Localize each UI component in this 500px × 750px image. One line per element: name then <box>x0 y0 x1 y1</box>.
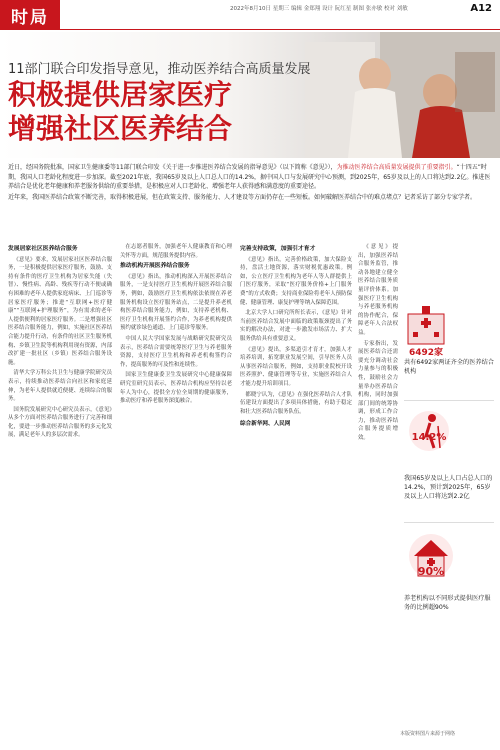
lead-text-1: 近日，经国务院批准，国家卫生健康委等11部门联合印发《关于进一步推进医养结合发展的指导意见》（以下简称《意见》）， <box>8 164 337 171</box>
divider <box>404 400 494 401</box>
page-number: A12 <box>470 3 492 14</box>
page-header <box>0 0 500 30</box>
figure-14-2: 14.2% <box>411 432 447 443</box>
article-column-1 <box>8 243 112 442</box>
paragraph: 中国人民大学国家发展与战略研究院研究员表示，医养结合需要统筹医疗卫生与养老服务资源，支持医疗卫生机构和养老机构签约合作，提高服务的可及性和连续性。 <box>120 335 232 368</box>
paragraph: 国务院发展研究中心研究员表示，《意见》从多个方面对医养结合服务进行了完善和细化，要进一步推动医养结合服务的多元化发展，满足老年人的多层次需求。 <box>8 406 112 439</box>
infographic-hospitals <box>404 304 494 376</box>
headline <box>8 78 232 146</box>
lead-text-3: 近年来，我国医养结合政策不断完善，取得积极进展，但在政策支持、服务能力、人才建设等方面仍存在一些短板。如何破解医养结合中的难点堵点？记者采访了部分专家学者。 <box>8 193 477 201</box>
figure-90: 90% <box>417 565 445 578</box>
paragraph: 《意见》要求，发展居家社区医养结合服务，一是积极提供居家医疗服务，鼓励、支持有条件的医疗卫生机构为居家失能（失智）、慢性病、高龄、残疾等行动不便或确有困难的老年人提供家庭病床、上门巡诊等居家医疗服务；推进“互联网+医疗健康”“互联网+护理服务”，为有需求的老年人提供便利的居家医疗服务。二是增强社区医养结合服务能力，例如，实施社区医养结合能力提升行动，有条件的社区卫生服务机构、乡镇卫生院等机构利用现有资源，内部改扩建一批社区（乡镇）医养结合服务设施。 <box>8 256 112 366</box>
subheading-1: 发展居家社区医养结合服务 <box>8 246 78 252</box>
header-rule <box>0 29 500 30</box>
infographic-elderly <box>404 408 494 501</box>
article-column-3 <box>240 243 352 431</box>
subheading-3: 完善支持政策，加强引才育才 <box>240 246 316 252</box>
article-column-2 <box>120 243 232 408</box>
image-credit: 本版资料图片来源于网络 <box>400 731 456 737</box>
lead-paragraph <box>8 163 492 202</box>
headline-kicker: 11部门联合印发指导意见，推动医养结合高质量发展 <box>8 62 311 77</box>
headline-line-2: 增强社区医养结合 <box>8 112 233 145</box>
issue-meta: 2022年8月10日 星期三 编辑 金郑翔 设计 阮红星 制图 张亦敏 校对 刘敏 <box>230 6 408 12</box>
divider <box>404 522 494 523</box>
house-icon <box>404 528 458 582</box>
source-signature: 综合新华网、人民网 <box>240 421 291 428</box>
article-column-4 <box>358 243 398 445</box>
subheading-2: 推动机构开展医养结合服务 <box>120 263 190 270</box>
lead-highlight: 为推动医养结合高质量发展提供了重要指引。 <box>336 164 457 171</box>
infographic-text-2: 我国65岁及以上人口占总人口的14.2%，预计到2025年，65岁及以上人口将达到2.2亿 <box>404 475 493 500</box>
paragraph: 清华大学万科公共卫生与健康学院研究员表示，持续推动医养结合向社区和家庭延伸，为老年人提供就近便捷、连续综合的服务。 <box>8 370 112 403</box>
paragraph: 《意见》提出，加强医养结合服务监管，推动各地建立健全医养结合服务质量评价体系。加强医疗卫生机构与养老服务机构的协作配合，保障老年人合法权益。 <box>358 244 398 336</box>
paragraph: 都晓宁认为，《意见》在强化医养结合人才队伍建设方面提出了多项具体措施，有助于稳定和壮大医养结合服务队伍。 <box>240 391 352 415</box>
paragraph: 专家指出，发展医养结合还需要充分调动社会力量参与的积极性，鼓励社会力量举办医养结合机构，同时加强部门间的统筹协调，形成工作合力，推动医养结合服务提质增效。 <box>358 340 398 442</box>
paragraph: 《意见》提出，多渠道引才育才，加强人才培养培训，拓宽职业发展空间，引导医务人员从事医养结合服务，例如，支持职业院校开设医养照护、健康管理等专业，实施医养结合人才能力提升培训项目。 <box>240 346 352 387</box>
paragraph: 国家卫生健康委卫生发展研究中心健康保障研究室研究员表示，医养结合机构应坚持以老年人为中心，提供全方位全周期的健康服务，推动医疗和养老服务深度融合。 <box>120 372 232 405</box>
headline-line-1: 积极提供居家医疗 <box>8 78 233 111</box>
infographic-nursing-homes <box>404 528 494 612</box>
paragraph: 北京大学人口研究所所长表示，《意见》针对当前医养结合发展中面临的政策瓶颈提出了务实的解决办法，对进一步激发市场活力、扩大服务供给具有重要意义。 <box>240 310 352 342</box>
hospital-icon <box>404 304 448 356</box>
infographic-text-3: 养老机构以不同形式提供医疗服务的比例超90% <box>404 595 491 611</box>
paragraph: 《意见》指出，推动机构深入开展医养结合服务，一是支持医疗卫生机构开展医养结合服务，例如，鼓励医疗卫生机构依法依规在养老服务机构设立医疗服务站点，二是提升养老机构医养结合服务能力，例如，支持养老机构、医疗卫生机构开展签约合作，为养老机构提供预约就诊绿色通道、上门巡诊等服务。 <box>120 273 232 332</box>
infographic-text-1: 共有6492家两证齐全的医养结合机构 <box>404 359 494 375</box>
lead-text-2: “十四五”时期，我国人口老龄化程度进一步加深。截至2021年底，我国65岁及以上人口总人口的14.2%，据中国人口与发展研究中心预测，到2025年，65岁及以上的人口将达到2.2亿。推进医养结合是优化老年健康和养老服务供给的重要举措，是积极应对人口老龄化、增强老年人获得感和满意度的重要途径。 <box>8 164 491 190</box>
figure-6492: 6492家 <box>408 348 444 356</box>
paragraph: 在志愿者服务，加强老年人健康教育和心理关怀等方面，规范服务提供内容。 <box>120 244 232 259</box>
paragraph: 《意见》指出，完善价格政策，加大保险支持，盘活土地资源，落实财税优惠政策。例如，公立医疗卫生机构为老年人等人群提供上门医疗服务，采取“医疗服务价格+上门服务费”的方式收费；支持商业保险将老年人预防保健、健康管理、康复护理等纳入保障范围。 <box>240 256 352 306</box>
elderly-icon <box>404 408 454 454</box>
section-tab: 时局 <box>0 0 60 30</box>
